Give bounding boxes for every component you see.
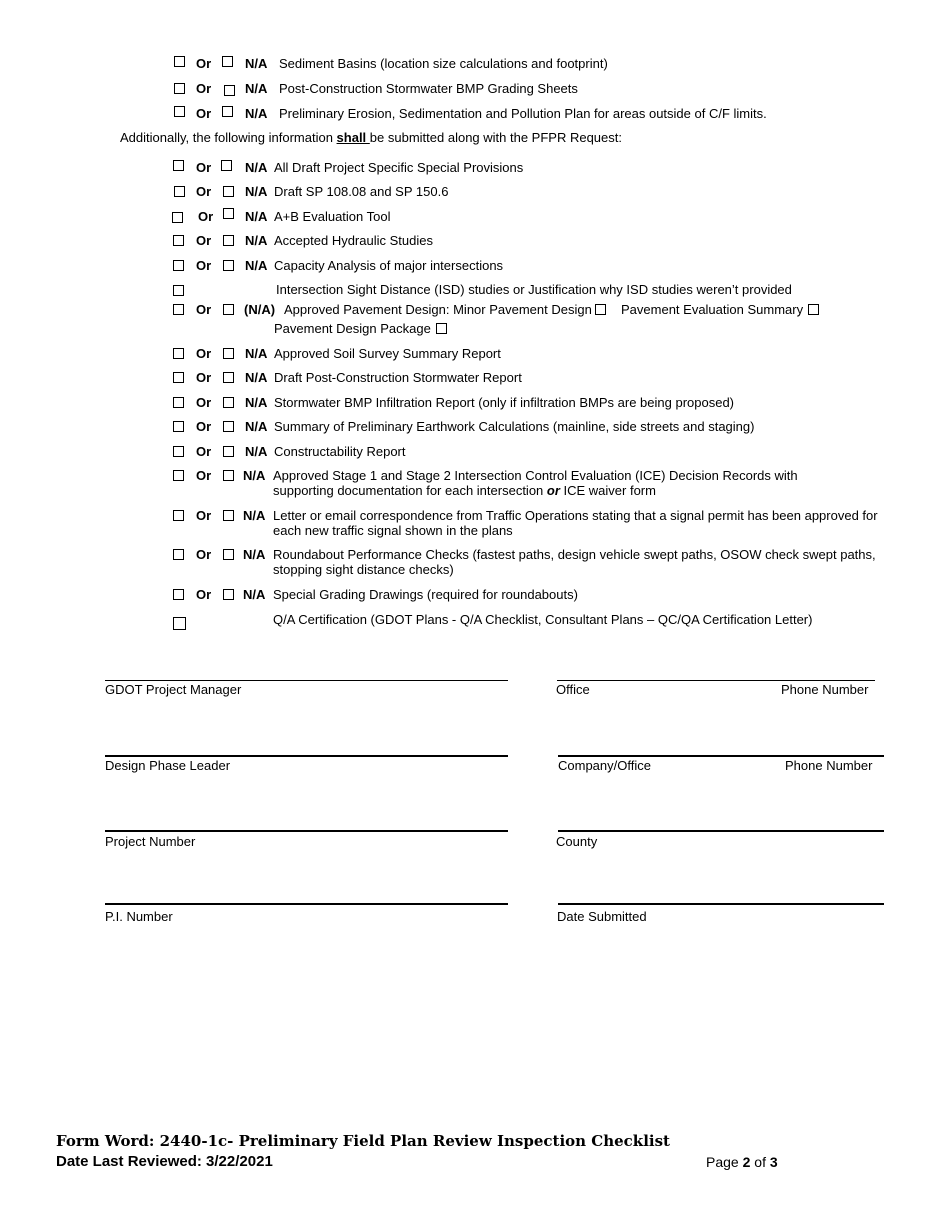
checkbox[interactable] (173, 160, 184, 171)
additional-info-text (120, 130, 622, 145)
item-text-cont: stopping sight distance checks) (273, 562, 454, 577)
na-checkbox[interactable] (223, 589, 234, 600)
item-subtext: Pavement Evaluation Summary (621, 302, 804, 317)
na-checkbox[interactable] (223, 470, 234, 481)
checkbox[interactable] (174, 106, 185, 117)
additional-text-emphasis: shall (336, 130, 370, 145)
office-label: Office (556, 682, 590, 697)
phone-number-label: Phone Number (785, 758, 873, 773)
item-text: A+B Evaluation Tool (274, 209, 391, 224)
checkbox[interactable] (173, 470, 184, 481)
or-label: Or (196, 547, 212, 562)
na-label: N/A (245, 258, 268, 273)
checkbox[interactable] (173, 348, 184, 359)
item-text: Preliminary Erosion, Sedimentation and Pollution Plan for areas outside of C/F limits. (279, 106, 767, 121)
na-checkbox[interactable] (224, 85, 235, 96)
checkbox[interactable] (173, 549, 184, 560)
additional-text-after: be submitted along with the PFPR Request: (369, 130, 622, 145)
or-label: Or (196, 258, 212, 273)
design-phase-leader-label: Design Phase Leader (105, 758, 231, 773)
page-current: 2 (742, 1154, 751, 1170)
na-label: N/A (245, 81, 268, 96)
na-label: (N/A) (244, 302, 276, 317)
checkbox[interactable] (173, 304, 184, 315)
na-checkbox[interactable] (222, 56, 233, 67)
na-checkbox[interactable] (223, 208, 234, 219)
na-label: N/A (245, 419, 268, 434)
na-checkbox[interactable] (223, 549, 234, 560)
item-text: Q/A Certification (GDOT Plans - Q/A Checklist, Consultant Plans – QC/QA Certification Letter) (273, 612, 813, 627)
or-label: Or (196, 468, 212, 483)
na-label: N/A (245, 184, 268, 199)
checkbox[interactable] (174, 83, 185, 94)
checkbox[interactable] (173, 446, 184, 457)
signature-line[interactable] (558, 830, 884, 832)
item-text: Approved Soil Survey Summary Report (274, 346, 501, 361)
checkbox[interactable] (173, 235, 184, 246)
item-text-part: supporting documentation for each intersection (273, 483, 547, 498)
or-label: Or (196, 444, 212, 459)
na-label: N/A (245, 160, 268, 175)
checkbox[interactable] (174, 186, 185, 197)
item-text: Letter or email correspondence from Traffic Operations stating that a signal permit has been approved for (273, 508, 878, 523)
footer-form-title: Form Word: 2440-1c- Preliminary Field Plan Review Inspection Checklist (56, 1132, 670, 1150)
page-of: of (750, 1154, 770, 1170)
item-text-cont: each new traffic signal shown in the plans (273, 523, 513, 538)
na-label: N/A (245, 346, 268, 361)
or-label: Or (196, 508, 212, 523)
item-text: Draft Post-Construction Stormwater Report (274, 370, 522, 385)
signature-line[interactable] (558, 903, 884, 905)
na-checkbox[interactable] (223, 421, 234, 432)
or-label: Or (196, 106, 212, 121)
na-label: N/A (245, 395, 268, 410)
signature-line[interactable] (558, 755, 884, 757)
signature-line[interactable] (105, 680, 508, 681)
item-text: Approved Pavement Design: Minor Pavement Design (284, 302, 592, 317)
item-text: All Draft Project Specific Special Provisions (274, 160, 524, 175)
na-label: N/A (245, 370, 268, 385)
na-label: N/A (245, 444, 268, 459)
na-checkbox[interactable] (222, 106, 233, 117)
item-text: Roundabout Performance Checks (fastest paths, design vehicle swept paths, OSOW check swept paths, (273, 547, 876, 562)
checkbox[interactable] (173, 589, 184, 600)
phone-number-label: Phone Number (781, 682, 869, 697)
item-text-part: ICE waiver form (559, 483, 656, 498)
na-label: N/A (245, 56, 268, 71)
item-text: Accepted Hydraulic Studies (274, 233, 433, 248)
na-checkbox[interactable] (223, 186, 234, 197)
checkbox[interactable] (173, 260, 184, 271)
signature-line[interactable] (105, 830, 508, 832)
item-text: Sediment Basins (location size calculations and footprint) (279, 56, 608, 71)
item-text-cont (273, 483, 656, 498)
minor-pavement-checkbox[interactable] (595, 304, 606, 315)
item-text: Summary of Preliminary Earthwork Calculations (mainline, side streets and staging) (274, 419, 755, 434)
or-label: Or (196, 233, 212, 248)
checkbox[interactable] (173, 421, 184, 432)
date-submitted-label: Date Submitted (557, 909, 647, 924)
checkbox[interactable] (173, 285, 184, 296)
na-checkbox[interactable] (223, 235, 234, 246)
checkbox[interactable] (174, 56, 185, 67)
or-label: Or (196, 184, 212, 199)
signature-line[interactable] (557, 680, 875, 681)
checkbox[interactable] (173, 372, 184, 383)
na-checkbox[interactable] (223, 260, 234, 271)
na-label: N/A (243, 468, 266, 483)
page-total: 3 (769, 1154, 778, 1170)
na-checkbox[interactable] (223, 397, 234, 408)
project-number-label: Project Number (105, 834, 196, 849)
signature-line[interactable] (105, 903, 508, 905)
checkbox[interactable] (173, 617, 186, 630)
na-checkbox[interactable] (223, 348, 234, 359)
or-label: Or (196, 160, 212, 175)
or-label: Or (196, 56, 212, 71)
na-checkbox[interactable] (223, 372, 234, 383)
signature-line[interactable] (105, 755, 508, 757)
na-label: N/A (245, 106, 268, 121)
gdot-project-manager-label: GDOT Project Manager (105, 682, 242, 697)
or-label: Or (196, 346, 212, 361)
or-label: Or (196, 302, 212, 317)
item-text: Approved Stage 1 and Stage 2 Intersection Control Evaluation (ICE) Decision Records with (273, 468, 798, 483)
na-label: N/A (245, 233, 268, 248)
na-label: N/A (243, 587, 266, 602)
item-text: Constructability Report (274, 444, 406, 459)
footer-date-reviewed: Date Last Reviewed: 3/22/2021 (56, 1153, 273, 1170)
na-checkbox[interactable] (221, 160, 232, 171)
additional-text-before: Additionally, the following information (120, 130, 337, 145)
item-text: Intersection Sight Distance (ISD) studies or Justification why ISD studies weren’t provided (276, 282, 792, 297)
or-label: Or (196, 370, 212, 385)
or-label: Or (198, 209, 214, 224)
pavement-design-package-checkbox[interactable] (436, 323, 447, 334)
checkbox[interactable] (173, 397, 184, 408)
item-text: Post-Construction Stormwater BMP Grading Sheets (279, 81, 578, 96)
item-text: Stormwater BMP Infiltration Report (only if infiltration BMPs are being proposed) (274, 395, 735, 410)
na-label: N/A (245, 209, 268, 224)
page-word: Page (706, 1154, 743, 1170)
county-label: County (556, 834, 598, 849)
company-office-label: Company/Office (558, 758, 651, 773)
or-label: Or (196, 587, 212, 602)
item-text: Capacity Analysis of major intersections (274, 258, 504, 273)
item-text: Draft SP 108.08 and SP 150.6 (274, 184, 449, 199)
or-label: Or (196, 395, 212, 410)
item-text-emphasis: or (546, 483, 560, 498)
item-text: Special Grading Drawings (required for roundabouts) (273, 587, 578, 602)
checkbox[interactable] (172, 212, 183, 223)
na-label: N/A (243, 547, 266, 562)
or-label: Or (196, 419, 212, 434)
na-checkbox[interactable] (223, 510, 234, 521)
pavement-evaluation-checkbox[interactable] (808, 304, 819, 315)
item-subtext: Pavement Design Package (274, 321, 431, 336)
na-label: N/A (243, 508, 266, 523)
na-checkbox[interactable] (223, 446, 234, 457)
page-number (706, 1154, 778, 1170)
pi-number-label: P.I. Number (105, 909, 173, 924)
or-label: Or (196, 81, 212, 96)
na-checkbox[interactable] (223, 304, 234, 315)
checkbox[interactable] (173, 510, 184, 521)
